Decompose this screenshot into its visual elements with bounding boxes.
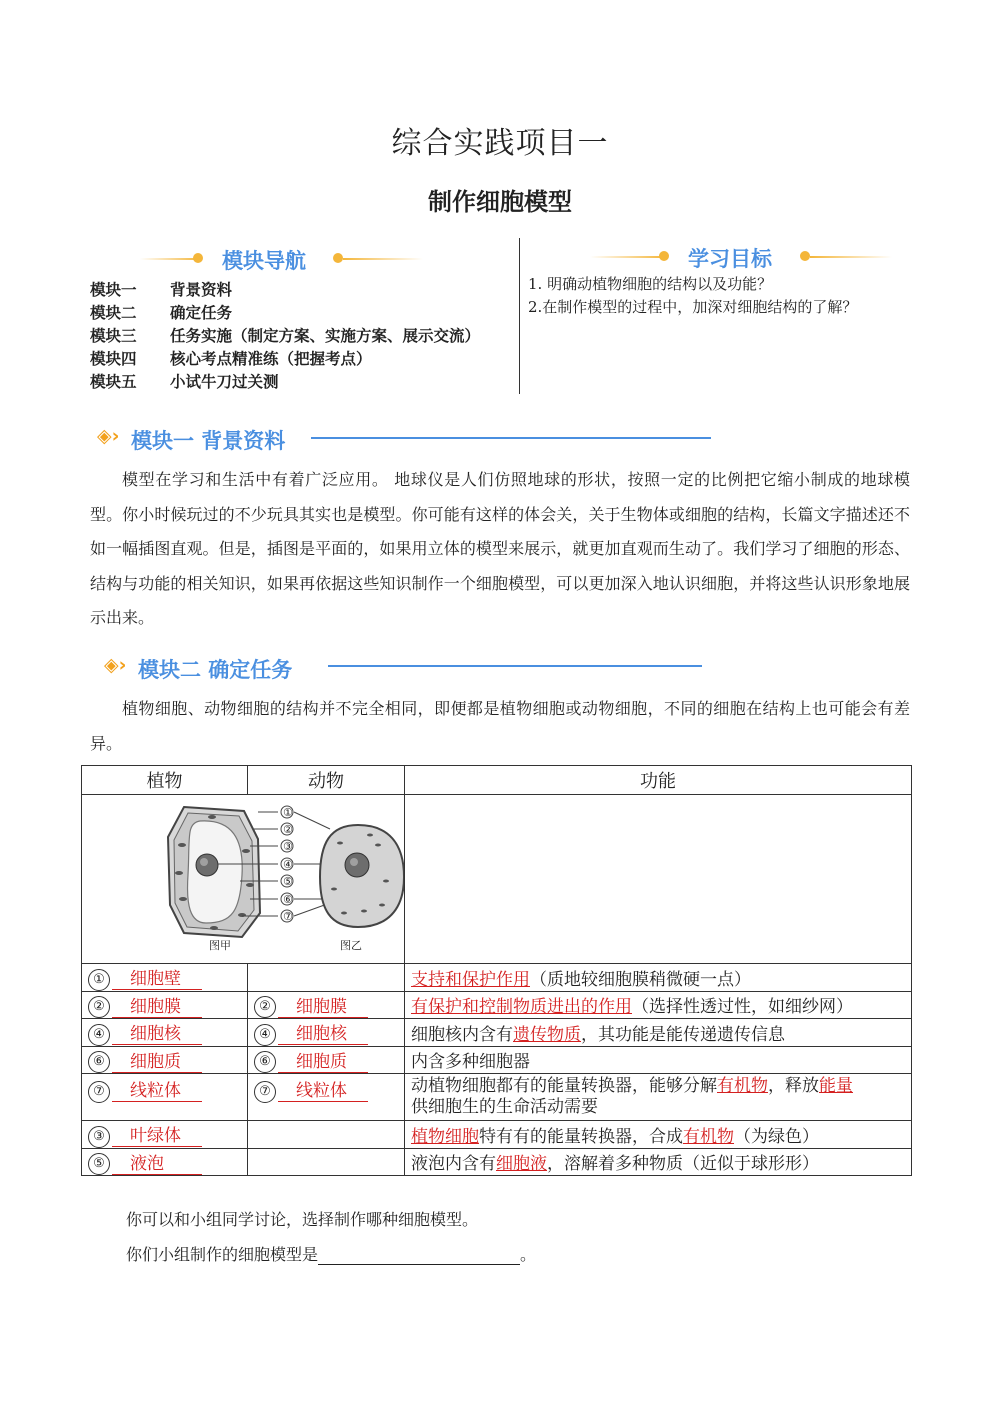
function-text: 供细胞生的生命活动需要 <box>411 1097 598 1117</box>
column-divider <box>519 238 520 394</box>
nav-item-key: 模块四 <box>90 350 137 368</box>
marker-5: ⑤ <box>283 875 293 888</box>
row-number: ④ <box>254 1024 276 1046</box>
figure-row <box>82 795 912 964</box>
animal-empty-cell <box>248 1148 405 1176</box>
model-choice-label: 你们小组制作的细胞模型是 <box>126 1245 319 1264</box>
table-row <box>82 964 912 992</box>
module1-rule <box>311 437 711 439</box>
function-cell <box>405 1121 912 1149</box>
nav-header-left-dot <box>193 253 203 263</box>
plant-answer: 叶绿体 <box>130 1126 181 1146</box>
plant-answer: 液泡 <box>130 1153 164 1174</box>
nav-item-key: 模块五 <box>90 373 137 391</box>
marker-4: ④ <box>283 858 293 871</box>
diamond-arrow-icon: ◈› <box>104 654 127 676</box>
goal-item: 2.在制作模型的过程中，加深对细胞结构的了解？ <box>528 298 858 316</box>
header-animal: 动物 <box>248 766 405 795</box>
nav-item-label: 核心考点精准练（把握考点） <box>170 350 372 368</box>
function-text: （选择性透过性，如细纱网） <box>632 997 853 1018</box>
function-text: ，溶解着多种物质（近似于球形形） <box>547 1154 819 1175</box>
function-text: 动植物细胞都有的能量转换器，能够分解 <box>411 1076 717 1096</box>
plant-answer: 细胞质 <box>130 1051 181 1072</box>
table-row <box>82 1121 912 1149</box>
animal-answer: 细胞核 <box>296 1024 347 1044</box>
function-cell <box>405 991 912 1019</box>
plant-answer: 细胞壁 <box>130 969 181 989</box>
row-number: ④ <box>88 1024 110 1046</box>
function-cell <box>405 1046 912 1074</box>
nav-item-label: 任务实施（制定方案、实施方案、展示交流） <box>170 327 481 345</box>
function-text: （为绿色） <box>734 1126 819 1147</box>
module1-title: 模块一 背景资料 <box>131 429 286 453</box>
nav-item[interactable] <box>90 279 480 302</box>
row-number: ⑤ <box>88 1153 110 1175</box>
row-number: ② <box>254 996 276 1018</box>
row-number: ⑦ <box>88 1081 110 1103</box>
goals-header-right-line <box>810 256 892 258</box>
marker-6: ⑥ <box>283 893 293 906</box>
function-text: ，其功能是能传递遗传信息 <box>581 1024 785 1045</box>
figure-label-b: 图乙 <box>340 939 362 952</box>
module-nav-list <box>90 279 480 394</box>
header-function: 功能 <box>405 766 912 795</box>
row-number: ⑥ <box>88 1051 110 1073</box>
table-header-row <box>82 766 912 795</box>
table-row <box>82 991 912 1019</box>
nav-item[interactable] <box>90 302 480 325</box>
function-answer: 植物细胞 <box>411 1126 479 1147</box>
module1-paragraph: 模型在学习和生活中有着广泛应用。 地球仪是人们仿照地球的形状，按照一定的比例把它缩小制成的地球模型。你小时候玩过的不少玩具其实也是模型。你可能有这样的体会关，关于生物体或细胞的结构，长篇文字描述还不如一幅插图直观。但是，插图是平面的，如果用立体的模型来展示，就更加直观而生动了。我们学习了细胞的形态、结构与功能的相关知识，如果再依据这些知识制作一个细胞模型，可以更加深入地认识细胞，并将这些认识形象地展示出来。 <box>90 470 910 627</box>
nav-item-label: 背景资料 <box>170 281 233 299</box>
model-choice-suffix: 。 <box>520 1245 537 1264</box>
nav-item-label: 确定任务 <box>170 304 233 322</box>
marker-7: ⑦ <box>283 910 293 923</box>
row-number: ③ <box>88 1126 110 1148</box>
function-answer: 有机物 <box>683 1126 734 1147</box>
nav-item-key: 模块三 <box>90 327 137 345</box>
function-text: 细胞核内含有 <box>411 1024 513 1045</box>
animal-empty-cell <box>248 1121 405 1149</box>
goal-item: 1. 明确动植物细胞的结构以及功能？ <box>528 275 773 293</box>
table-row <box>82 1046 912 1074</box>
header-plant: 植物 <box>82 766 248 795</box>
function-answer: 细胞液 <box>496 1154 547 1175</box>
function-text: 特有有的能量转换器，合成 <box>479 1126 683 1147</box>
goals-header: 学习目标 <box>688 247 772 271</box>
function-cell <box>405 964 912 992</box>
nav-item[interactable] <box>90 371 480 394</box>
function-cell <box>405 1074 912 1121</box>
function-empty-cell <box>405 795 912 964</box>
model-choice-blank[interactable] <box>318 1248 520 1265</box>
animal-nucleolus-shape <box>350 858 358 866</box>
module2-title: 模块二 确定任务 <box>138 658 293 682</box>
discussion-prompt: 你可以和小组同学讨论，选择制作哪种细胞模型。 <box>126 1210 479 1229</box>
function-text: （质地较细胞膜稍微硬一点） <box>530 969 751 990</box>
nav-header-right-dot <box>333 253 343 263</box>
cell-structure-table <box>81 765 912 1176</box>
function-text: 内含多种细胞器 <box>411 1052 530 1073</box>
cell-diagram <box>82 795 404 963</box>
function-answer: 能量 <box>819 1076 853 1096</box>
marker-2: ② <box>283 823 293 836</box>
function-cell <box>405 1148 912 1176</box>
function-text: 液泡内含有 <box>411 1154 496 1175</box>
function-answer: 有机物 <box>717 1076 768 1096</box>
module2-paragraph: 植物细胞、动物细胞的结构并不完全相同，即便都是植物细胞或动物细胞，不同的细胞在结构上也可能会有差异。 <box>90 699 910 753</box>
nav-item-label: 小试牛刀过关测 <box>170 373 279 391</box>
row-number: ① <box>88 969 110 991</box>
nav-item-key: 模块一 <box>90 281 137 299</box>
plant-nucleolus-shape <box>200 858 208 866</box>
goals-header-left-dot <box>659 251 669 261</box>
cell-diagram-cell <box>82 795 405 964</box>
nav-header-left-line <box>140 258 200 260</box>
goals-header-right-dot <box>800 251 810 261</box>
function-text: ，释放 <box>768 1076 819 1096</box>
plant-answer: 细胞膜 <box>130 996 181 1017</box>
marker-1: ① <box>283 806 293 819</box>
goals-header-left-line <box>590 256 665 258</box>
nav-item-key: 模块二 <box>90 304 137 322</box>
page-subtitle: 制作细胞模型 <box>428 187 572 216</box>
row-number: ② <box>88 996 110 1018</box>
row-number: ⑥ <box>254 1051 276 1073</box>
nav-item[interactable] <box>90 325 480 348</box>
nav-header: 模块导航 <box>222 249 306 273</box>
animal-answer: 细胞质 <box>296 1051 347 1072</box>
table-row <box>82 1074 912 1121</box>
table-row <box>82 1148 912 1176</box>
animal-nucleus-shape <box>345 853 369 877</box>
plant-answer: 线粒体 <box>130 1081 181 1101</box>
plant-answer: 细胞核 <box>130 1024 181 1044</box>
goals-list <box>528 273 968 319</box>
plant-nucleus-shape <box>196 854 218 876</box>
function-cell <box>405 1019 912 1047</box>
animal-answer: 细胞膜 <box>296 996 347 1017</box>
table-row <box>82 1019 912 1047</box>
row-number: ⑦ <box>254 1081 276 1103</box>
animal-empty-cell <box>248 964 405 992</box>
animal-answer: 线粒体 <box>296 1081 347 1101</box>
page-title: 综合实践项目一 <box>391 126 609 161</box>
function-answer: 支持和保护作用 <box>411 969 530 990</box>
function-answer: 有保护和控制物质进出的作用 <box>411 997 632 1018</box>
function-answer: 遗传物质 <box>513 1024 581 1045</box>
figure-label-a: 图甲 <box>209 939 231 952</box>
nav-header-right-line <box>343 258 423 260</box>
marker-3: ③ <box>283 840 293 853</box>
model-choice-line <box>126 1242 536 1265</box>
module2-rule <box>328 665 702 667</box>
nav-item[interactable] <box>90 348 480 371</box>
diamond-arrow-icon: ◈› <box>97 425 120 447</box>
